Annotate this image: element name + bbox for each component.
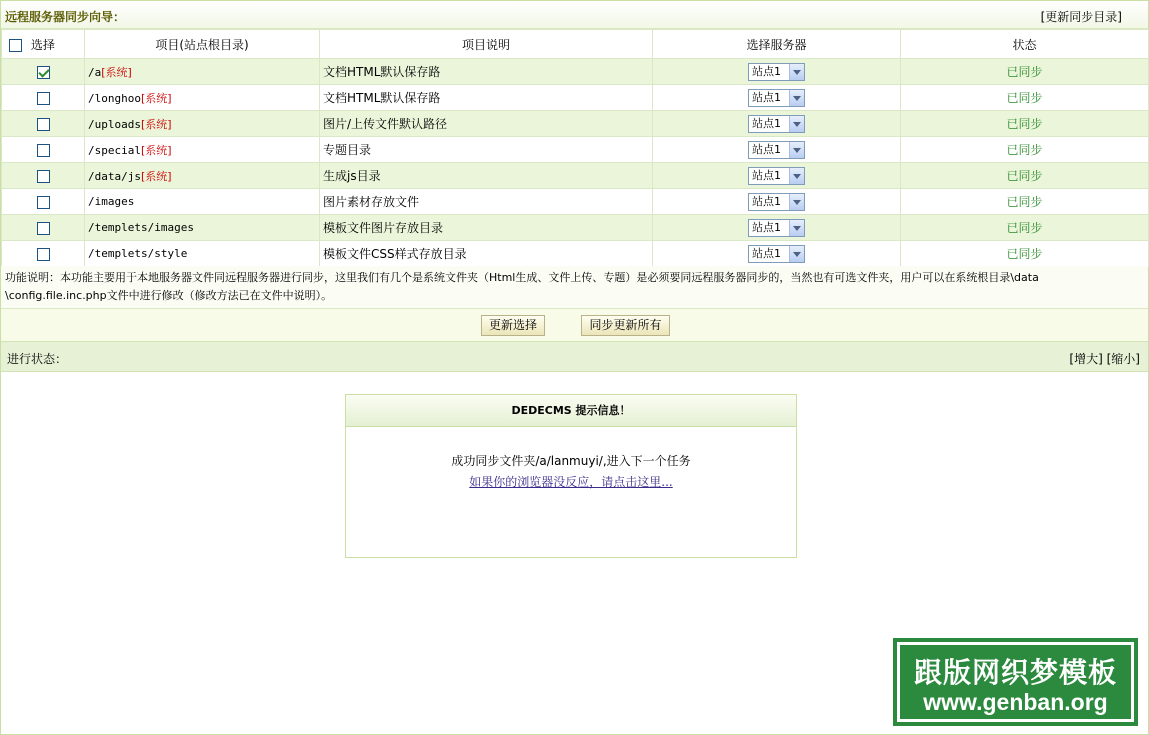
row-path: /special [88, 143, 141, 157]
col-server-header: 选择服务器 [653, 30, 901, 59]
server-select-value: 站点1 [752, 194, 781, 208]
chevron-down-icon[interactable] [789, 64, 804, 80]
row-status: 已同步 [901, 85, 1149, 111]
row-path-cell [85, 189, 320, 215]
system-tag: [系统] [140, 117, 172, 131]
row-desc: 模板文件CSS样式存放目录 [320, 241, 653, 267]
row-path: /data/js [88, 169, 141, 183]
server-select[interactable] [748, 63, 805, 81]
watermark-cn-text: 跟版网织梦模板 [913, 656, 1117, 689]
enlarge-link[interactable]: [增大] [1069, 352, 1103, 366]
watermark-en-text: www.genban.org [923, 689, 1108, 715]
row-select-cell [2, 137, 85, 163]
table-row [2, 59, 1149, 85]
server-select-value: 站点1 [752, 220, 781, 234]
row-desc: 文档HTML默认保存路 [320, 85, 653, 111]
watermark-logo [893, 638, 1138, 726]
row-server-cell [653, 241, 901, 267]
chevron-down-icon[interactable] [789, 116, 804, 132]
server-select[interactable] [748, 219, 805, 237]
row-checkbox[interactable] [37, 222, 50, 235]
row-path: /longhoo [88, 91, 141, 105]
row-status: 已同步 [901, 215, 1149, 241]
server-select-value: 站点1 [752, 116, 781, 130]
col-status-header: 状态 [901, 30, 1149, 59]
select-all-checkbox[interactable] [9, 39, 22, 52]
col-path-header: 项目(站点根目录) [85, 30, 320, 59]
message-text: 成功同步文件夹/a/lanmuyi/,进入下一个任务 [451, 454, 691, 468]
row-server-cell [653, 137, 901, 163]
system-tag: [系统] [140, 169, 172, 183]
table-row [2, 215, 1149, 241]
server-select-value: 站点1 [752, 64, 781, 78]
table-row [2, 137, 1149, 163]
row-path-cell [85, 163, 320, 189]
message-box [345, 394, 797, 558]
row-path: /images [88, 195, 135, 208]
chevron-down-icon[interactable] [789, 246, 804, 262]
message-continue-link[interactable]: 如果你的浏览器没反应，请点击这里... [469, 475, 673, 489]
table-row [2, 111, 1149, 137]
system-tag: [系统] [140, 91, 172, 105]
button-bar [1, 309, 1148, 341]
server-select-value: 站点1 [752, 90, 781, 104]
row-status: 已同步 [901, 111, 1149, 137]
row-path: /uploads [88, 117, 141, 131]
row-status: 已同步 [901, 59, 1149, 85]
row-path: /templets/style [88, 247, 188, 260]
row-status: 已同步 [901, 163, 1149, 189]
table-row [2, 163, 1149, 189]
row-server-cell [653, 163, 901, 189]
update-selected-button[interactable]: 更新选择 [481, 315, 545, 336]
status-label: 进行状态： [7, 352, 68, 366]
page-title: 远程服务器同步向导： [5, 10, 126, 24]
col-desc-header: 项目说明 [320, 30, 653, 59]
chevron-down-icon[interactable] [789, 220, 804, 236]
row-select-cell [2, 163, 85, 189]
row-server-cell [653, 215, 901, 241]
col-select-label: 选择 [30, 37, 55, 52]
sync-all-button[interactable]: 同步更新所有 [581, 315, 670, 336]
row-server-cell [653, 111, 901, 137]
row-status: 已同步 [901, 189, 1149, 215]
note-line-2: \config.file.inc.php文件中进行修改（修改方法已在文件中说明）。 [5, 289, 333, 302]
chevron-down-icon[interactable] [789, 142, 804, 158]
chevron-down-icon[interactable] [789, 168, 804, 184]
row-select-cell [2, 215, 85, 241]
row-checkbox[interactable] [37, 92, 50, 105]
watermark-border [897, 642, 1134, 722]
row-path-cell [85, 85, 320, 111]
row-select-cell [2, 59, 85, 85]
row-path-cell [85, 111, 320, 137]
row-checkbox[interactable] [37, 196, 50, 209]
row-select-cell [2, 85, 85, 111]
row-checkbox[interactable] [37, 144, 50, 157]
table-header-row [2, 30, 1149, 59]
row-checkbox[interactable] [37, 170, 50, 183]
header-bar [1, 1, 1148, 29]
system-tag: [系统] [101, 65, 132, 79]
progress-status-bar [1, 341, 1148, 372]
row-path: /templets/images [88, 221, 194, 234]
sync-table [1, 29, 1149, 267]
row-checkbox[interactable] [37, 66, 50, 79]
row-path: /a [88, 65, 102, 79]
row-path-cell [85, 215, 320, 241]
row-select-cell [2, 111, 85, 137]
server-select-value: 站点1 [752, 168, 781, 182]
row-path-cell [85, 59, 320, 85]
row-desc: 图片素材存放文件 [320, 189, 653, 215]
row-checkbox[interactable] [37, 248, 50, 261]
row-desc: 模板文件图片存放目录 [320, 215, 653, 241]
row-server-cell [653, 85, 901, 111]
server-select[interactable] [748, 89, 805, 107]
row-checkbox[interactable] [37, 118, 50, 131]
system-tag: [系统] [140, 143, 172, 157]
row-select-cell [2, 189, 85, 215]
chevron-down-icon[interactable] [789, 90, 804, 106]
update-sync-dir-link[interactable]: [更新同步目录] [1040, 10, 1122, 24]
row-status: 已同步 [901, 241, 1149, 267]
zoom-controls [1069, 350, 1140, 367]
table-row [2, 241, 1149, 267]
server-select[interactable] [748, 141, 805, 159]
row-select-cell [2, 241, 85, 267]
row-path-cell [85, 137, 320, 163]
row-desc: 专题目录 [320, 137, 653, 163]
row-desc: 图片/上传文件默认路径 [320, 111, 653, 137]
shrink-link[interactable]: [缩小] [1106, 352, 1140, 366]
select-all-header [2, 30, 85, 59]
row-desc: 生成js目录 [320, 163, 653, 189]
row-path-cell [85, 241, 320, 267]
feature-note [1, 266, 1148, 309]
server-select-value: 站点1 [752, 142, 781, 156]
server-select[interactable] [748, 193, 805, 211]
server-select[interactable] [748, 115, 805, 133]
table-row [2, 189, 1149, 215]
table-row [2, 85, 1149, 111]
message-title: DEDECMS 提示信息！ [346, 395, 796, 427]
note-line-1: 功能说明：本功能主要用于本地服务器文件同远程服务器进行同步，这里我们有几个是系统文件夹（Html生成、文件上传、专题）是必须要同远程服务器同步的，当然也有可选文件夹，用户可以在系统根目录\data [5, 271, 1039, 284]
row-status: 已同步 [901, 137, 1149, 163]
server-select-value: 站点1 [752, 246, 781, 260]
chevron-down-icon[interactable] [789, 194, 804, 210]
server-select[interactable] [748, 167, 805, 185]
row-desc: 文档HTML默认保存路 [320, 59, 653, 85]
row-server-cell [653, 189, 901, 215]
row-server-cell [653, 59, 901, 85]
server-select[interactable] [748, 245, 805, 263]
